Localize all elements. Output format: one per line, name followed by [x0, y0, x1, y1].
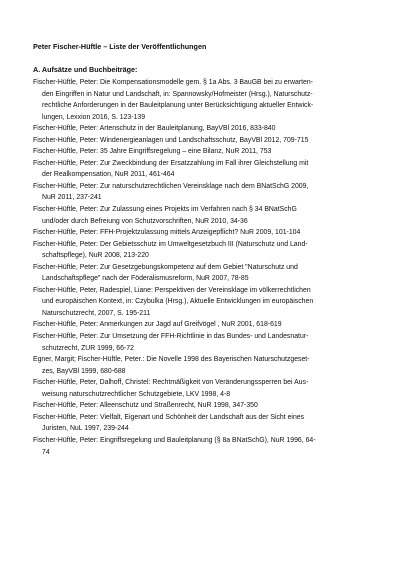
publication-entry-line: Fischer-Hüftle, Peter: Der Gebietsschutz im Umweltgesetzbuch III (Naturschutz und Land- — [33, 240, 308, 248]
publication-entry — [33, 377, 369, 400]
publication-entry — [33, 412, 369, 435]
publication-entry-line: Fischer-Hüftle, Peter: Zur Umsetzung der FFH-Richtlinie in das Bundes- und Landesnatur- — [33, 333, 309, 341]
publication-entry-line: den Eingriffen in Natur und Landschaft, in: Spannowsky/Hofmeister (Hrsg.), Naturschutz- — [42, 90, 313, 98]
publication-entry — [33, 435, 369, 458]
publication-entry — [33, 181, 369, 204]
publication-entry — [33, 135, 369, 147]
publication-entry-line: Fischer-Hüftle, Peter: Alleenschutz und Straßenrecht, NuR 1998, 347-350 — [33, 402, 258, 410]
publication-entry-line: Fischer-Hüftle, Peter: Die Kompensationsmodelle gem. § 1a Abs. 3 BauGB bei zu erwarten- — [33, 79, 313, 86]
publication-entry — [33, 158, 369, 181]
section-heading: A. Aufsätze und Buchbeiträge: — [33, 65, 138, 74]
publication-entry — [33, 354, 369, 377]
publication-entry-line: Egner, Margit; Fischer-Hüftle, Peter.: Die Novelle 1998 des Bayerischen Naturschutzgeset- — [33, 356, 310, 364]
publication-entry-line: Landschaftspflege" nach der Föderalismusreform, NuR 2007, 78-85 — [42, 275, 249, 283]
publication-entry-line: weisung naturschutzrechtlicher Schutzgebiete, LKV 1998, 4-8 — [42, 390, 231, 398]
publication-entry-line: Fischer-Hüftle, Peter, Dalhoff, Christel: Rechtmäßigkeit von Veränderungssperren bei Aus- — [33, 379, 309, 387]
publication-entry-line: Fischer-Hüftle, Peter: Zur Zulassung eines Projekts im Verfahren nach § 34 BNatSchG — [33, 206, 297, 214]
publication-entry — [33, 123, 369, 135]
publication-entry-line: schutzrecht, ZUR 1999, 66-72 — [42, 344, 134, 352]
publication-entry-line: und/oder durch Befreiung von Schutzvorschriften, NuR 2010, 34-36 — [42, 217, 248, 225]
publication-entry — [33, 227, 369, 239]
publication-entry-line: lungen, Lexxion 2016, S. 123-139 — [42, 113, 146, 121]
publication-entry-line: Fischer-Hüftle, Peter: FFH-Projektzulassung mittels Anzeigepflicht? NuR 2009, 101-104 — [33, 229, 301, 237]
publication-entry-line: schaftspflege), NuR 2008, 213-220 — [42, 252, 149, 260]
publication-entry-line: Fischer-Hüftle, Peter: Zur naturschutzrechtlichen Vereinsklage nach dem BNatSchG 2009, — [33, 182, 309, 190]
publication-entry-line: der Realkompensation, NuR 2011, 461-464 — [42, 171, 175, 179]
publication-entry — [33, 331, 369, 354]
publication-entry — [33, 204, 369, 227]
publication-entry — [33, 400, 369, 412]
publication-entry — [33, 262, 369, 285]
document-title: Peter Fischer-Hüftle – Liste der Veröffentlichungen — [33, 42, 207, 51]
publication-entry — [33, 285, 369, 320]
publication-entry-line: Fischer-Hüftle, Peter: Vielfalt, Eigenart und Schönheit der Landschaft aus der Sicht eines — [33, 413, 305, 421]
publication-entry-line: Fischer-Hüftle, Peter: Anmerkungen zur Jagd auf Greifvögel , NuR 2001, 618-619 — [33, 321, 282, 329]
publication-entry-line: Fischer-Hüftle, Peter: Eingriffsregelung und Bauleitplanung (§ 8a BNatSchG), NuR 1996, 64- — [33, 436, 316, 444]
publication-entry-line: Juristen, NuL 1997, 239-244 — [42, 425, 129, 433]
publication-entry-line: Fischer-Hüftle, Peter, Radespiel, Liane: Perspektiven der Vereinsklage im völkerrechtlichen — [33, 286, 311, 294]
publication-entry-line: und europäischen Kontext, in: Czybulka (Hrsg.), Aktuelle Entwicklungen im europäischen — [42, 298, 314, 306]
publication-entry-line: Fischer-Hüftle, Peter: 35 Jahre Eingriffsregelung – eine Bilanz, NuR 2011, 753 — [33, 148, 272, 156]
publication-entry-line: zes, BayVBl 1999, 680-688 — [42, 367, 126, 375]
publication-entry-line: rechtliche Anforderungen in der Bauleitplanung unter Berücksichtigung aktueller Entwick- — [42, 102, 314, 110]
publication-entry-line: 74 — [42, 448, 50, 456]
publication-entry — [33, 319, 369, 331]
publication-entry-line: Fischer-Hüftle, Peter: Zur Zweckbindung der Ersatzzahlung im Fall ihrer Gleichstellung mit — [33, 159, 309, 167]
publication-entry — [33, 77, 369, 123]
publication-entry-line: Naturschutzrecht, 2007, S. 195-211 — [42, 309, 151, 317]
publication-entry-line: Fischer-Hüftle, Peter: Zur Gesetzgebungskompetenz auf dem Gebiet "Naturschutz und — [33, 263, 298, 271]
publication-entry — [33, 146, 369, 158]
publication-entry-line: Fischer-Hüftle, Peter: Windenergieanlagen und Landschaftsschutz, BayVBl 2012, 709-715 — [33, 136, 309, 144]
publication-entry-line: Fischer-Hüftle, Peter: Artenschutz in der Bauleitplanung, BayVBl 2016, 833-840 — [33, 125, 276, 133]
publication-entry — [33, 239, 369, 262]
publication-entry-line: NuR 2011, 237-241 — [42, 194, 102, 202]
publication-list — [33, 77, 369, 458]
